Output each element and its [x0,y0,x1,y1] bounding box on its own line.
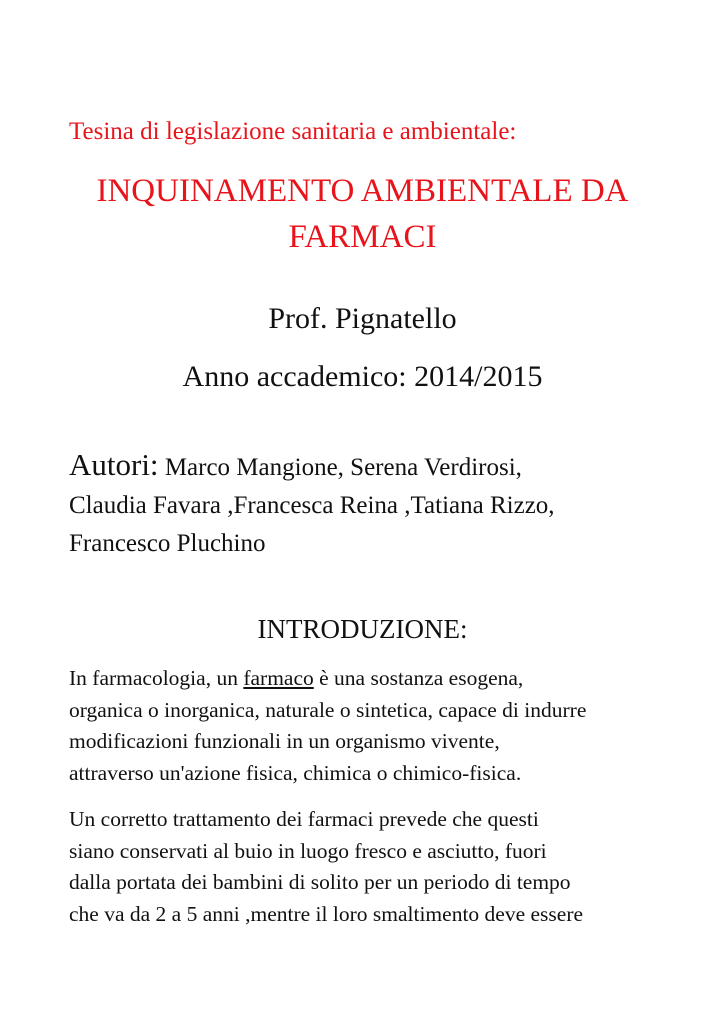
introduction-paragraph-2 [69,804,669,930]
authors-block [69,446,669,563]
introduction-heading: INTRODUZIONE: [257,614,468,644]
title-line-1: INQUINAMENTO AMBIENTALE DA [96,173,629,209]
text-segment: è una sostanza esogena, [313,666,524,690]
paragraph-line: modificazioni funzionali in un organismo vivente, [69,729,500,753]
authors-line-3: Francesco Pluchino [69,530,266,557]
professor-name: Prof. Pignatello [268,302,457,335]
paragraph-line: siano conservati al buio in luogo fresco e asciutto, fuori [69,838,547,863]
course-subtitle: Tesina di legislazione sanitaria e ambientale: [69,118,517,145]
title-line-2: FARMACI [288,219,437,255]
paragraph-line: attraverso un'azione fisica, chimica o chimico-fisica. [69,760,522,785]
authors-label: Autori: [69,447,159,482]
authors-line-2: Claudia Favara ,Francesca Reina ,Tatiana Rizzo, [69,492,555,519]
farmaco-link[interactable]: farmaco [243,666,314,690]
paragraph-line [69,663,669,695]
paragraph-line: Un corretto trattamento dei farmaci prevede che questi [69,807,539,831]
introduction-paragraph-1 [69,663,669,789]
paragraph-line: organica o inorganica, naturale o sintetica, capace di indurre [69,697,587,722]
text-segment: In farmacologia, un [69,666,244,690]
paragraph-line: dalla portata dei bambini di solito per un periodo di tempo [69,870,571,894]
authors-line-1: Marco Mangione, Serena Verdirosi, [158,454,522,481]
paragraph-line: che va da 2 a 5 anni ,mentre il loro smaltimento deve essere [69,901,584,926]
document-title [0,168,725,260]
academic-year: Anno accademico: 2014/2015 [182,360,543,393]
